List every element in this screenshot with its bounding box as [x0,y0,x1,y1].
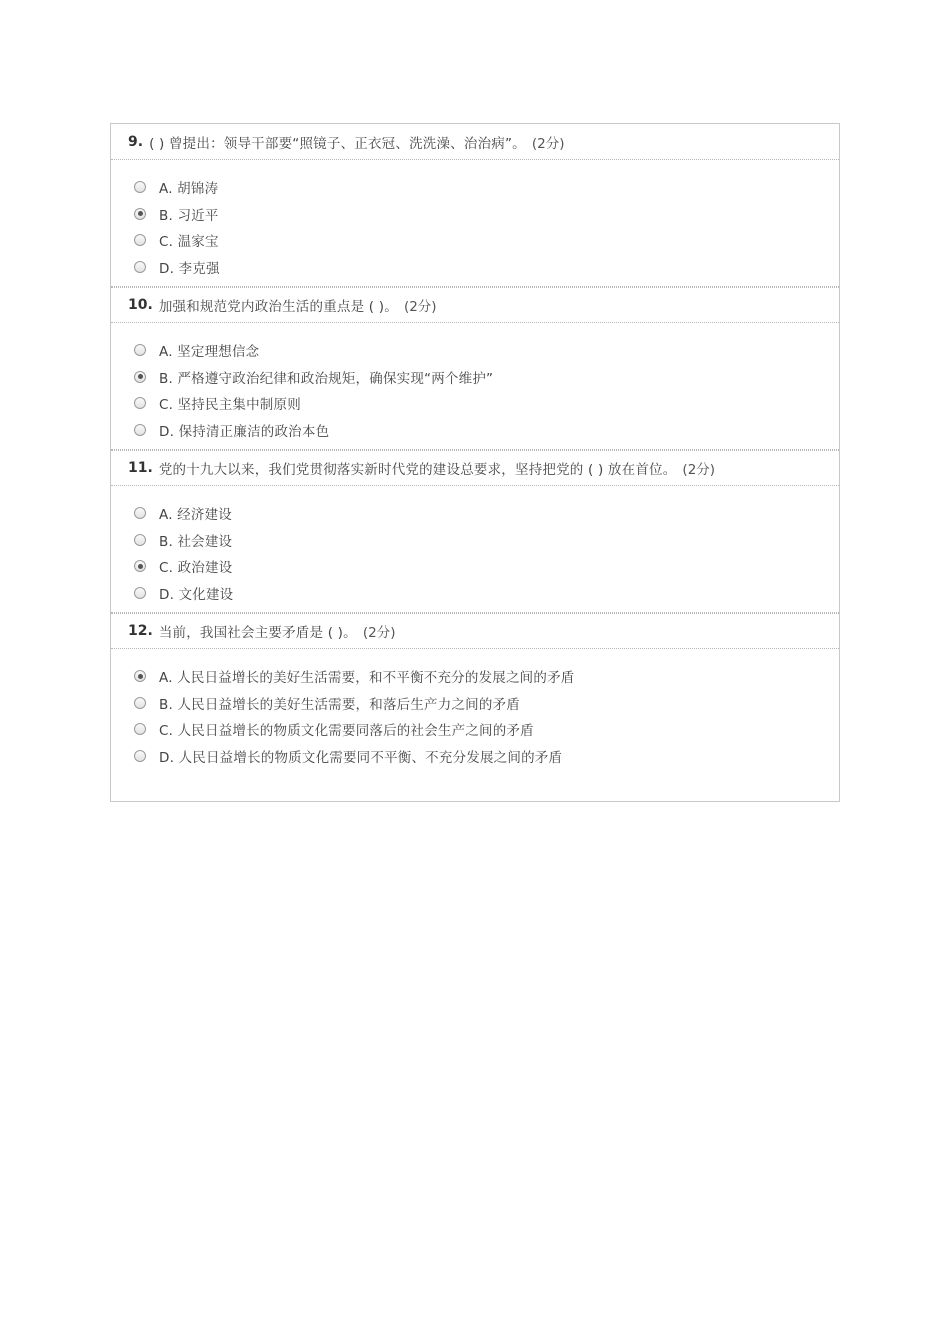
question-header [111,287,839,323]
question-score: (2分) [682,462,716,478]
radio-button[interactable] [134,424,146,436]
options-list [111,649,839,775]
option-label: C. 温家宝 [159,234,219,251]
option-a[interactable] [111,174,839,201]
question-header [111,450,839,486]
question-text: 加强和规范党内政治生活的重点是 ( )。 [158,299,398,315]
option-label: B. 人民日益增长的美好生活需要，和落后生产力之间的矛盾 [159,696,520,713]
option-label: A. 经济建设 [159,507,232,524]
radio-button[interactable] [134,371,146,383]
radio-button[interactable] [134,750,146,762]
option-label: B. 社会建设 [159,533,233,550]
options-list [111,486,839,613]
option-label: C. 坚持民主集中制原则 [159,397,301,414]
option-label: B. 习近平 [159,207,219,224]
question-header [111,124,839,160]
option-label: D. 人民日益增长的物质文化需要同不平衡、不充分发展之间的矛盾 [159,749,563,766]
option-label: D. 李克强 [159,260,220,277]
radio-button[interactable] [134,670,146,682]
option-d[interactable] [111,580,839,607]
radio-button[interactable] [134,723,146,735]
radio-button[interactable] [134,234,146,246]
option-d[interactable] [111,743,839,770]
question-score: (2分) [362,625,396,641]
question-12 [111,613,839,775]
option-d[interactable] [111,417,839,444]
option-b[interactable] [111,201,839,228]
question-text: 党的十九大以来，我们党贯彻落实新时代党的建设总要求，坚持把党的 ( ) 放在首位。 [158,462,677,478]
option-label: D. 保持清正廉洁的政治本色 [159,423,330,440]
question-9 [111,124,839,287]
option-c[interactable] [111,553,839,580]
radio-button[interactable] [134,507,146,519]
question-number: 9. [128,133,144,150]
question-number: 11. [128,460,153,476]
radio-button[interactable] [134,261,146,273]
question-score: (2分) [531,135,565,152]
radio-button[interactable] [134,560,146,572]
question-text: 当前，我国社会主要矛盾是 ( )。 [158,625,357,641]
radio-button[interactable] [134,587,146,599]
radio-button[interactable] [134,397,146,409]
option-c[interactable] [111,716,839,743]
radio-button[interactable] [134,697,146,709]
option-d[interactable] [111,254,839,281]
option-label: A. 人民日益增长的美好生活需要，和不平衡不充分的发展之间的矛盾 [159,670,575,687]
option-b[interactable] [111,364,839,391]
option-a[interactable] [111,500,839,527]
option-label: A. 坚定理想信念 [159,344,260,361]
option-label: C. 政治建设 [159,560,233,577]
option-c[interactable] [111,227,839,254]
option-label: D. 文化建设 [159,586,234,603]
option-label: A. 胡锦涛 [159,181,219,198]
question-header [111,613,839,649]
option-c[interactable] [111,390,839,417]
question-number: 12. [128,623,153,639]
quiz-panel [110,123,840,802]
radio-button[interactable] [134,181,146,193]
option-b[interactable] [111,690,839,717]
option-label: C. 人民日益增长的物质文化需要同落后的社会生产之间的矛盾 [159,723,534,740]
question-10 [111,287,839,450]
question-score: (2分) [403,299,437,315]
options-list [111,160,839,287]
option-a[interactable] [111,663,839,690]
question-text: ( ) 曾提出：领导干部要“照镜子、正衣冠、洗洗澡、治治病”。 [149,135,526,152]
option-label: B. 严格遵守政治纪律和政治规矩，确保实现“两个维护” [159,370,494,387]
radio-button[interactable] [134,208,146,220]
options-list [111,323,839,450]
option-b[interactable] [111,527,839,554]
option-a[interactable] [111,337,839,364]
radio-button[interactable] [134,534,146,546]
question-11 [111,450,839,613]
question-number: 10. [128,297,153,313]
radio-button[interactable] [134,344,146,356]
